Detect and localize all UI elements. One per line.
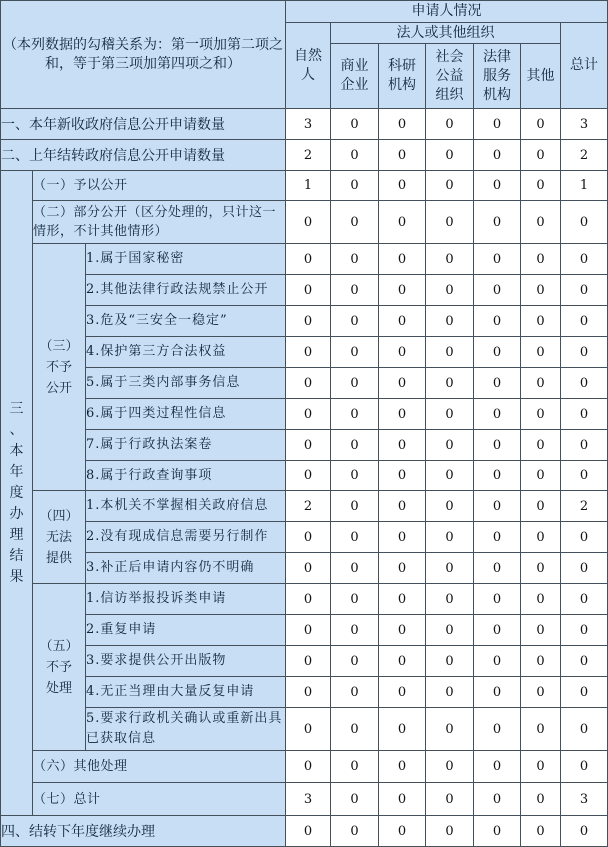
value-natural-person: 0: [286, 399, 331, 430]
value-total: 1: [561, 171, 608, 201]
value-other: 0: [521, 584, 561, 615]
row-label-enforcement-files: 7.属于行政执法案卷: [86, 430, 286, 461]
value-natural-person: 3: [286, 783, 331, 816]
value-public-welfare-organization: 0: [426, 140, 474, 171]
row-label-administrative-inquiry: 8.属于行政查询事项: [86, 461, 286, 491]
value-public-welfare-organization: 0: [426, 201, 474, 244]
value-legal-service-institution: 0: [474, 816, 521, 847]
value-total: 0: [561, 816, 608, 847]
value-public-welfare-organization: 0: [426, 646, 474, 677]
value-commercial-enterprise: 0: [331, 399, 379, 430]
value-research-institution: 0: [379, 306, 426, 337]
value-total: 0: [561, 584, 608, 615]
row-label-other-handling: （六）其他处理: [33, 751, 286, 783]
value-legal-service-institution: 0: [474, 306, 521, 337]
value-other: 0: [521, 430, 561, 461]
value-natural-person: 0: [286, 646, 331, 677]
value-other: 0: [521, 553, 561, 584]
value-legal-service-institution: 0: [474, 491, 521, 522]
value-other: 0: [521, 522, 561, 553]
value-natural-person: 0: [286, 553, 331, 584]
value-research-institution: 0: [379, 337, 426, 368]
value-total: 0: [561, 646, 608, 677]
column-relation-note: [1, 1, 286, 109]
row-label-new-applications: 一、本年新收政府信息公开申请数量: [1, 109, 286, 140]
value-public-welfare-organization: 0: [426, 615, 474, 646]
row-new-applications: [1, 109, 608, 140]
value-research-institution: 0: [379, 275, 426, 306]
row-three-securities-one-stability: [1, 306, 608, 337]
value-natural-person: 0: [286, 708, 331, 751]
value-natural-person: 2: [286, 491, 331, 522]
value-other: 0: [521, 816, 561, 847]
row-label-requires-new-compilation: 2.没有现成信息需要另行制作: [86, 522, 286, 553]
value-total: 0: [561, 368, 608, 399]
value-natural-person: 0: [286, 584, 331, 615]
value-research-institution: 0: [379, 553, 426, 584]
value-legal-service-institution: 0: [474, 708, 521, 751]
value-legal-service-institution: 0: [474, 677, 521, 708]
value-natural-person: 0: [286, 816, 331, 847]
value-research-institution: 0: [379, 708, 426, 751]
value-legal-service-institution: 0: [474, 368, 521, 399]
value-commercial-enterprise: 0: [331, 171, 379, 201]
value-total: 0: [561, 461, 608, 491]
value-public-welfare-organization: 0: [426, 109, 474, 140]
value-legal-service-institution: 0: [474, 244, 521, 275]
row-label-three-securities-one-stability: 3.危及“三安全一稳定”: [86, 306, 286, 337]
value-natural-person: 0: [286, 244, 331, 275]
value-total: 0: [561, 677, 608, 708]
row-confirm-or-reissue: [1, 708, 608, 751]
value-total: 2: [561, 491, 608, 522]
column-header-research-institution-label: 科研机构: [387, 58, 416, 93]
row-public-publications: [1, 646, 608, 677]
value-legal-service-institution: 0: [474, 783, 521, 816]
row-group-unable-to-provide-number: （四）: [39, 508, 79, 524]
value-commercial-enterprise: 0: [331, 306, 379, 337]
row-label-carry-forward: 四、结转下年度继续办理: [1, 816, 286, 847]
value-total: 0: [561, 553, 608, 584]
value-other: 0: [521, 399, 561, 430]
row-label-third-party-rights: 4.保护第三方合法权益: [86, 337, 286, 368]
value-public-welfare-organization: 0: [426, 584, 474, 615]
column-header-legal-service-institution: [474, 44, 521, 109]
value-natural-person: 0: [286, 751, 331, 783]
row-label-petition-complaint: 1.信访举报投诉类申请: [86, 584, 286, 615]
value-research-institution: 0: [379, 522, 426, 553]
row-label-public-publications: 3.要求提供公开出版物: [86, 646, 286, 677]
value-commercial-enterprise: 0: [331, 553, 379, 584]
column-header-commercial-enterprise: [331, 44, 379, 109]
value-commercial-enterprise: 0: [331, 275, 379, 306]
value-natural-person: 1: [286, 171, 331, 201]
column-relation-note-text: （本列数据的勾稽关系为：第一项加第二项之和，等于第三项加第四项之和）: [3, 36, 283, 72]
value-public-welfare-organization: 0: [426, 553, 474, 584]
row-label-carried-over: 二、上年结转政府信息公开申请数量: [1, 140, 286, 171]
value-total: 0: [561, 522, 608, 553]
column-header-research-institution: [379, 44, 426, 109]
value-public-welfare-organization: 0: [426, 337, 474, 368]
row-repeated-application: [1, 615, 608, 646]
value-legal-service-institution: 0: [474, 337, 521, 368]
row-carry-forward: [1, 816, 608, 847]
column-header-public-welfare-organization-label: 社会公益组织: [435, 48, 464, 103]
value-legal-service-institution: 0: [474, 751, 521, 783]
value-total: 0: [561, 751, 608, 783]
value-commercial-enterprise: 0: [331, 201, 379, 244]
row-results-total: [1, 783, 608, 816]
value-other: 0: [521, 646, 561, 677]
value-public-welfare-organization: 0: [426, 783, 474, 816]
value-public-welfare-organization: 0: [426, 708, 474, 751]
value-other: 0: [521, 783, 561, 816]
value-legal-service-institution: 0: [474, 430, 521, 461]
row-group-not-processed-label: 不予处理: [45, 659, 72, 696]
value-other: 0: [521, 337, 561, 368]
value-public-welfare-organization: 0: [426, 275, 474, 306]
value-other: 0: [521, 171, 561, 201]
value-public-welfare-organization: 0: [426, 244, 474, 275]
value-natural-person: 0: [286, 306, 331, 337]
value-other: 0: [521, 140, 561, 171]
value-research-institution: 0: [379, 646, 426, 677]
value-research-institution: 0: [379, 677, 426, 708]
value-research-institution: 0: [379, 109, 426, 140]
value-natural-person: 0: [286, 615, 331, 646]
row-info-not-held: [1, 491, 608, 522]
row-label-still-unclear-after-correction: 3.补正后申请内容仍不明确: [86, 553, 286, 584]
value-public-welfare-organization: 0: [426, 522, 474, 553]
row-label-process-information: 6.属于四类过程性信息: [86, 399, 286, 430]
row-administrative-inquiry: [1, 461, 608, 491]
value-other: 0: [521, 275, 561, 306]
value-legal-service-institution: 0: [474, 553, 521, 584]
applicant-group-header: 申请人情况: [286, 1, 608, 23]
row-internal-affairs: [1, 368, 608, 399]
row-label-state-secret: 1.属于国家秘密: [86, 244, 286, 275]
value-total: 0: [561, 399, 608, 430]
value-commercial-enterprise: 0: [331, 368, 379, 399]
value-total: 0: [561, 615, 608, 646]
value-research-institution: 0: [379, 491, 426, 522]
row-group-not-disclosed: [33, 244, 86, 491]
value-other: 0: [521, 615, 561, 646]
value-commercial-enterprise: 0: [331, 615, 379, 646]
value-research-institution: 0: [379, 751, 426, 783]
value-research-institution: 0: [379, 430, 426, 461]
value-public-welfare-organization: 0: [426, 751, 474, 783]
row-label-info-not-held: 1.本机关不掌握相关政府信息: [86, 491, 286, 522]
row-other-handling: [1, 751, 608, 783]
value-legal-service-institution: 0: [474, 646, 521, 677]
row-prohibited-by-law: [1, 275, 608, 306]
value-legal-service-institution: 0: [474, 399, 521, 430]
value-research-institution: 0: [379, 584, 426, 615]
value-other: 0: [521, 109, 561, 140]
value-other: 0: [521, 677, 561, 708]
value-commercial-enterprise: 0: [331, 244, 379, 275]
row-group-not-disclosed-label: 不予公开: [45, 359, 72, 396]
value-total: 0: [561, 337, 608, 368]
row-label-internal-affairs: 5.属于三类内部事务信息: [86, 368, 286, 399]
value-research-institution: 0: [379, 140, 426, 171]
value-research-institution: 0: [379, 368, 426, 399]
value-commercial-enterprise: 0: [331, 491, 379, 522]
value-research-institution: 0: [379, 201, 426, 244]
value-total: 0: [561, 201, 608, 244]
value-commercial-enterprise: 0: [331, 461, 379, 491]
value-legal-service-institution: 0: [474, 522, 521, 553]
value-natural-person: 0: [286, 522, 331, 553]
value-legal-service-institution: 0: [474, 461, 521, 491]
value-total: 3: [561, 783, 608, 816]
row-group-not-processed-number: （五）: [39, 638, 79, 654]
total-header: [561, 23, 608, 109]
row-state-secret: [1, 244, 608, 275]
column-header-legal-service-institution-label: 法律服务机构: [482, 48, 511, 103]
value-research-institution: 0: [379, 461, 426, 491]
value-research-institution: 0: [379, 783, 426, 816]
value-legal-service-institution: 0: [474, 171, 521, 201]
value-public-welfare-organization: 0: [426, 171, 474, 201]
row-group-unable-to-provide-label: 无法提供: [45, 529, 72, 566]
row-group-unable-to-provide: [33, 491, 86, 584]
value-public-welfare-organization: 0: [426, 306, 474, 337]
header-row-applicant: [1, 1, 608, 23]
row-carried-over: [1, 140, 608, 171]
row-petition-complaint: [1, 584, 608, 615]
value-total: 0: [561, 275, 608, 306]
value-other: 0: [521, 244, 561, 275]
value-other: 0: [521, 708, 561, 751]
value-commercial-enterprise: 0: [331, 783, 379, 816]
value-natural-person: 0: [286, 430, 331, 461]
value-total: 3: [561, 109, 608, 140]
row-still-unclear-after-correction: [1, 553, 608, 584]
total-header-label: 总计: [570, 57, 598, 73]
value-commercial-enterprise: 0: [331, 584, 379, 615]
value-other: 0: [521, 461, 561, 491]
row-group-handling-results: [1, 171, 33, 816]
row-unreasonable-repeated: [1, 677, 608, 708]
row-partially-disclosed: [1, 201, 608, 244]
value-commercial-enterprise: 0: [331, 522, 379, 553]
value-public-welfare-organization: 0: [426, 491, 474, 522]
column-header-other-label: 其他: [526, 67, 555, 84]
value-research-institution: 0: [379, 399, 426, 430]
value-commercial-enterprise: 0: [331, 708, 379, 751]
column-header-public-welfare-organization: [426, 44, 474, 109]
value-public-welfare-organization: 0: [426, 677, 474, 708]
value-public-welfare-organization: 0: [426, 368, 474, 399]
value-commercial-enterprise: 0: [331, 816, 379, 847]
row-label-partially-disclosed: （二）部分公开（区分处理的，只计这一情形，不计其他情形）: [33, 201, 286, 244]
value-other: 0: [521, 368, 561, 399]
value-research-institution: 0: [379, 244, 426, 275]
value-legal-service-institution: 0: [474, 201, 521, 244]
value-natural-person: 2: [286, 140, 331, 171]
value-total: 0: [561, 430, 608, 461]
value-legal-service-institution: 0: [474, 109, 521, 140]
value-natural-person: 0: [286, 677, 331, 708]
row-requires-new-compilation: [1, 522, 608, 553]
row-group-handling-results-label: 三、本年度办理结果: [9, 400, 24, 585]
value-commercial-enterprise: 0: [331, 646, 379, 677]
value-total: 2: [561, 140, 608, 171]
value-research-institution: 0: [379, 171, 426, 201]
value-research-institution: 0: [379, 615, 426, 646]
value-legal-service-institution: 0: [474, 140, 521, 171]
value-natural-person: 0: [286, 275, 331, 306]
value-commercial-enterprise: 0: [331, 109, 379, 140]
value-natural-person: 0: [286, 461, 331, 491]
row-disclosed: [1, 171, 608, 201]
value-public-welfare-organization: 0: [426, 430, 474, 461]
value-natural-person: 0: [286, 368, 331, 399]
value-legal-service-institution: 0: [474, 584, 521, 615]
row-label-confirm-or-reissue: 5.要求行政机关确认或重新出具已获取信息: [86, 708, 286, 751]
row-label-disclosed: （一）予以公开: [33, 171, 286, 201]
row-process-information: [1, 399, 608, 430]
row-third-party-rights: [1, 337, 608, 368]
value-commercial-enterprise: 0: [331, 430, 379, 461]
row-group-not-disclosed-number: （三）: [39, 338, 79, 354]
value-commercial-enterprise: 0: [331, 337, 379, 368]
value-commercial-enterprise: 0: [331, 751, 379, 783]
value-other: 0: [521, 306, 561, 337]
value-legal-service-institution: 0: [474, 275, 521, 306]
natural-person-header: [286, 23, 331, 109]
legal-entity-group-header: 法人或其他组织: [331, 23, 561, 44]
value-natural-person: 0: [286, 337, 331, 368]
value-legal-service-institution: 0: [474, 615, 521, 646]
value-other: 0: [521, 491, 561, 522]
value-public-welfare-organization: 0: [426, 399, 474, 430]
value-other: 0: [521, 201, 561, 244]
column-header-other: [521, 44, 561, 109]
value-natural-person: 0: [286, 201, 331, 244]
value-total: 0: [561, 306, 608, 337]
row-enforcement-files: [1, 430, 608, 461]
value-commercial-enterprise: 0: [331, 140, 379, 171]
value-total: 0: [561, 708, 608, 751]
row-label-repeated-application: 2.重复申请: [86, 615, 286, 646]
value-public-welfare-organization: 0: [426, 816, 474, 847]
row-label-results-total: （七）总计: [33, 783, 286, 816]
row-label-unreasonable-repeated: 4.无正当理由大量反复申请: [86, 677, 286, 708]
value-natural-person: 3: [286, 109, 331, 140]
value-commercial-enterprise: 0: [331, 677, 379, 708]
value-public-welfare-organization: 0: [426, 461, 474, 491]
value-total: 0: [561, 244, 608, 275]
value-research-institution: 0: [379, 816, 426, 847]
row-group-not-processed: [33, 584, 86, 751]
natural-person-header-label: 自然人: [293, 47, 322, 83]
value-other: 0: [521, 751, 561, 783]
column-header-commercial-enterprise-label: 商业企业: [340, 58, 369, 93]
row-label-prohibited-by-law: 2.其他法律行政法规禁止公开: [86, 275, 286, 306]
